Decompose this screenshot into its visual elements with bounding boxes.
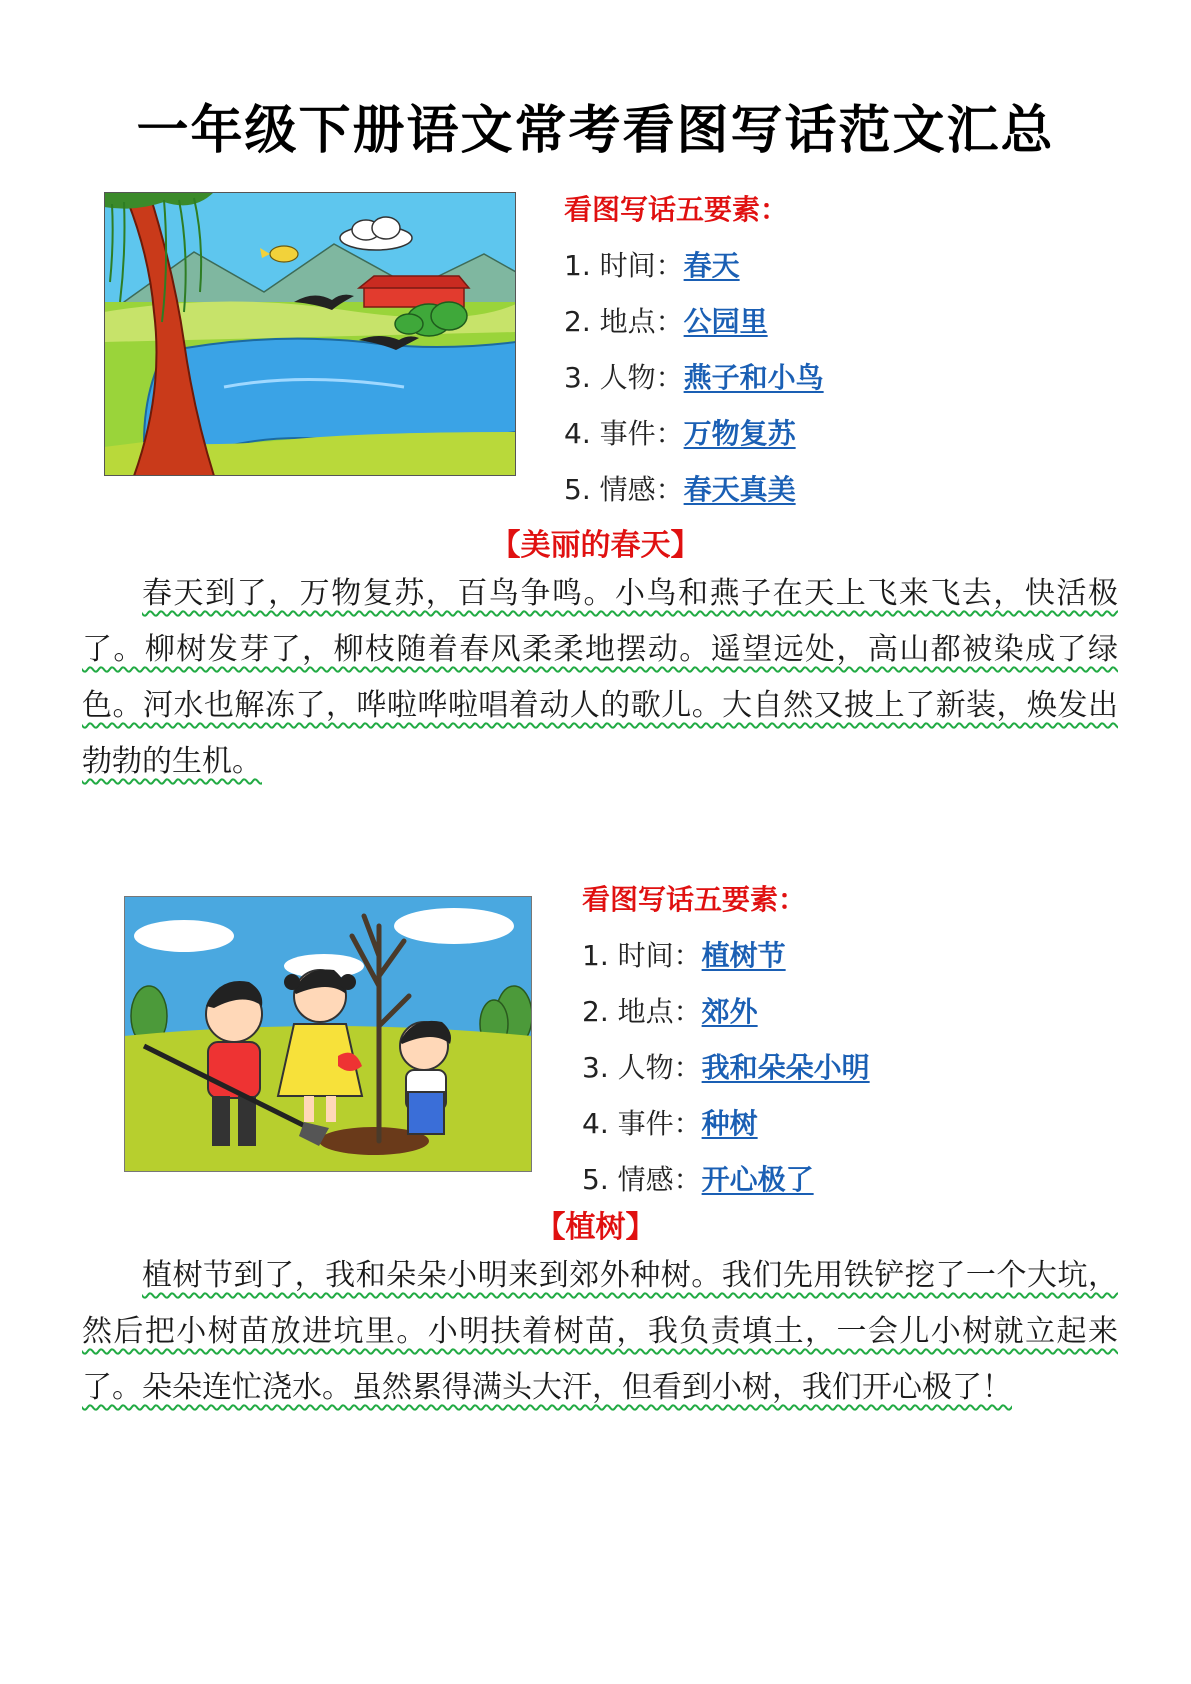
element-place: 2. 地点：公园里 xyxy=(564,305,768,338)
writing-elements-list xyxy=(582,872,870,1208)
element-emotion: 5. 情感：开心极了 xyxy=(582,1163,814,1196)
element-value: 春天 xyxy=(683,249,740,282)
element-value: 我和朵朵小明 xyxy=(701,1051,870,1084)
element-event: 4. 事件：种树 xyxy=(582,1107,758,1140)
element-value: 燕子和小鸟 xyxy=(683,361,824,394)
element-emotion: 5. 情感：春天真美 xyxy=(564,473,796,506)
element-value: 植树节 xyxy=(701,939,786,972)
spring-scene-image xyxy=(104,192,516,476)
elements-heading: 看图写话五要素： xyxy=(564,193,789,226)
element-time: 1. 时间：植树节 xyxy=(582,939,786,972)
element-value: 万物复苏 xyxy=(683,417,796,450)
essay-text: 植树节到了，我和朵朵小明来到郊外种树。我们先用铁铲挖了一个大坑，然后把小树苗放进坑里。小明扶着树苗，我负责填土，一会儿小树就立起来了。朵朵连忙浇水。虽然累得满头大汗，但看到小树，我们开心极了！ xyxy=(82,1258,1118,1405)
elements-heading: 看图写话五要素： xyxy=(582,883,807,916)
element-event: 4. 事件：万物复苏 xyxy=(564,417,796,450)
element-value: 公园里 xyxy=(683,305,768,338)
element-characters: 3. 人物：我和朵朵小明 xyxy=(582,1051,870,1084)
element-place: 2. 地点：郊外 xyxy=(582,995,758,1028)
essay-text: 春天到了，万物复苏，百鸟争鸣。小鸟和燕子在天上飞来飞去，快活极了。柳树发芽了，柳枝随着春风柔柔地摆动。遥望远处，高山都被染成了绿色。河水也解冻了，哗啦哗啦唱着动人的歌儿。大自然又披上了新装，焕发出勃勃的生机。 xyxy=(82,576,1118,779)
element-value: 种树 xyxy=(701,1107,758,1140)
essay-title: 【植树】 xyxy=(535,1210,656,1245)
element-value: 郊外 xyxy=(701,995,758,1028)
writing-elements-list xyxy=(564,182,824,518)
element-value: 春天真美 xyxy=(683,473,796,506)
page-title: 一年级下册语文常考看图写话范文汇总 xyxy=(136,101,1055,161)
element-time: 1. 时间：春天 xyxy=(564,249,740,282)
tree-planting-image xyxy=(124,896,532,1172)
element-value: 开心极了 xyxy=(701,1163,814,1196)
essay-title: 【美丽的春天】 xyxy=(490,528,701,563)
element-characters: 3. 人物：燕子和小鸟 xyxy=(564,361,824,394)
